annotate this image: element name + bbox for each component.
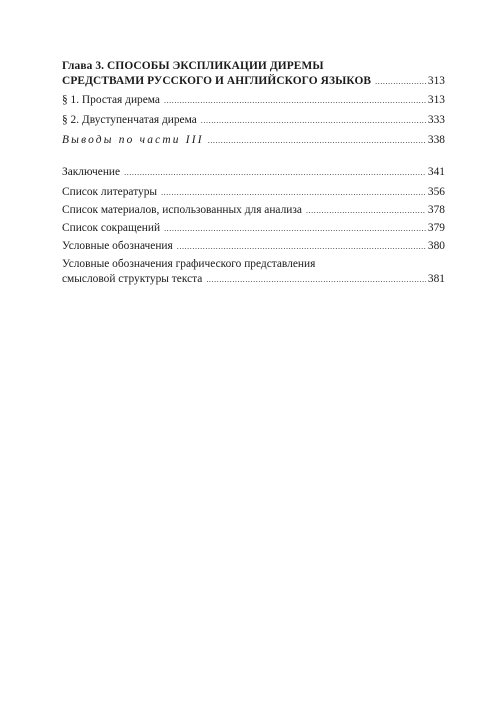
- entry-title: Список сокращений: [62, 222, 161, 234]
- page-number: 378: [427, 204, 445, 216]
- dot-leader: [161, 185, 426, 200]
- toc-symbols[interactable]: [62, 239, 445, 254]
- entry-title: § 2. Двуступенчатая дирема: [62, 114, 197, 126]
- spacer: [62, 153, 445, 165]
- entry-title-line-1: Условные обозначения графического представления: [62, 258, 316, 270]
- page-number: 338: [427, 134, 445, 146]
- toc-abbreviations[interactable]: [62, 221, 445, 236]
- dot-leader: [124, 165, 426, 180]
- page-number: 381: [427, 273, 445, 285]
- page-number: 356: [427, 186, 445, 198]
- toc-graphic-symbols[interactable]: [62, 257, 445, 287]
- entry-title: Список материалов, использованных для анализа: [62, 204, 302, 216]
- toc-section-2[interactable]: [62, 113, 445, 128]
- page-number: 313: [427, 75, 445, 87]
- page-number: 380: [427, 240, 445, 252]
- chapter-title-line-2: СРЕДСТВАМИ РУССКОГО И АНГЛИЙСКОГО ЯЗЫКОВ: [62, 75, 372, 87]
- dot-leader: [164, 221, 426, 236]
- entry-title: Условные обозначения: [62, 240, 173, 252]
- toc-conclusions[interactable]: [62, 133, 445, 148]
- table-of-contents: [62, 59, 445, 292]
- dot-leader: [201, 113, 426, 128]
- page-number: 333: [427, 114, 445, 126]
- toc-section-1[interactable]: [62, 93, 445, 108]
- dot-leader: [164, 93, 426, 108]
- page-number: 313: [427, 94, 445, 106]
- dot-leader: [306, 203, 426, 218]
- chapter-title-line-1: Глава 3. СПОСОБЫ ЭКСПЛИКАЦИИ ДИРЕМЫ: [62, 60, 324, 72]
- entry-title: Заключение: [62, 166, 121, 178]
- dot-leader: [206, 272, 426, 287]
- dot-leader: [177, 239, 426, 254]
- toc-conclusion[interactable]: [62, 165, 445, 180]
- entry-title: Выводы по части III: [62, 134, 204, 146]
- page-number: 341: [427, 166, 445, 178]
- entry-title: Список литературы: [62, 186, 158, 198]
- entry-title: § 1. Простая дирема: [62, 94, 160, 106]
- entry-title-line-2: смысловой структуры текста: [62, 273, 203, 285]
- toc-sources[interactable]: [62, 203, 445, 218]
- dot-leader: [375, 74, 426, 89]
- toc-bibliography[interactable]: [62, 185, 445, 200]
- page-number: 379: [427, 222, 445, 234]
- toc-chapter-3[interactable]: [62, 59, 445, 89]
- dot-leader: [208, 133, 426, 148]
